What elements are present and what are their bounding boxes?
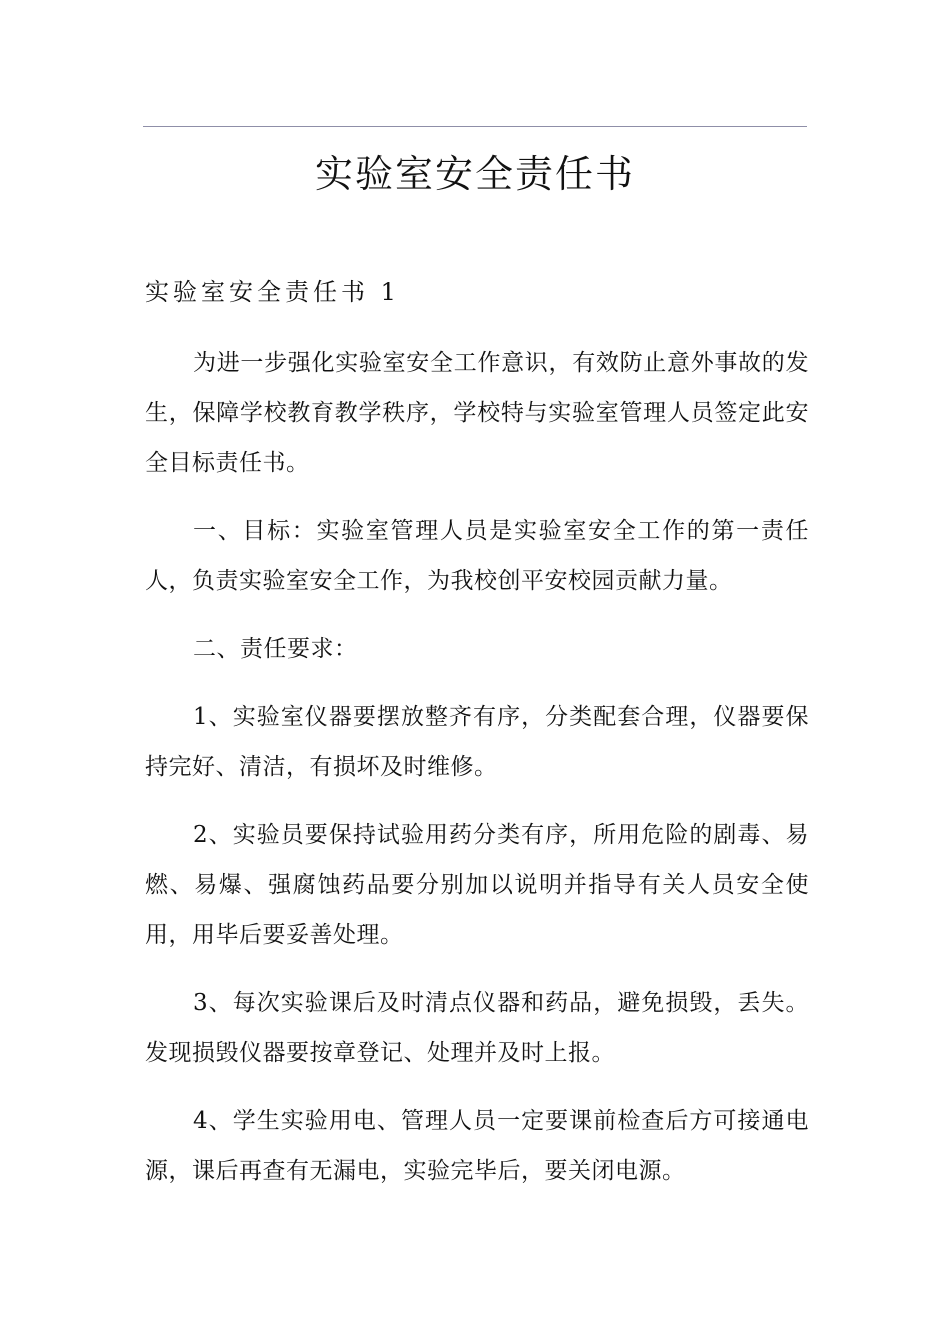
paragraph-item-1: 1、实验室仪器要摆放整齐有序，分类配套合理，仪器要保持完好、清洁，有损坏及时维修。 <box>145 704 809 780</box>
paragraph-item-3: 3、每次实验课后及时清点仪器和药品，避免损毁，丢失。发现损毁仪器要按章登记、处理并及时上报。 <box>145 990 809 1066</box>
header-rule <box>143 126 807 127</box>
document-title: 实验室安全责任书 <box>314 152 635 196</box>
document-body <box>145 268 809 1214</box>
paragraph-goal: 一、目标：实验室管理人员是实验室安全工作的第一责任人，负责实验室安全工作，为我校创平安校园贡献力量。 <box>145 518 809 594</box>
paragraph-intro: 为进一步强化实验室安全工作意识，有效防止意外事故的发生，保障学校教育教学秩序，学校特与实验室管理人员签定此安全目标责任书。 <box>145 350 809 476</box>
section-heading: 实验室安全责任书 1 <box>145 278 400 306</box>
paragraph-requirements-heading: 二、责任要求： <box>193 636 358 662</box>
paragraph-item-2: 2、实验员要保持试验用药分类有序，所用危险的剧毒、易燃、易爆、强腐蚀药品要分别加以说明并指导有关人员安全使用，用毕后要妥善处理。 <box>145 822 809 948</box>
paragraph-item-4: 4、学生实验用电、管理人员一定要课前检查后方可接通电源，课后再查有无漏电，实验完毕后，要关闭电源。 <box>145 1108 809 1184</box>
